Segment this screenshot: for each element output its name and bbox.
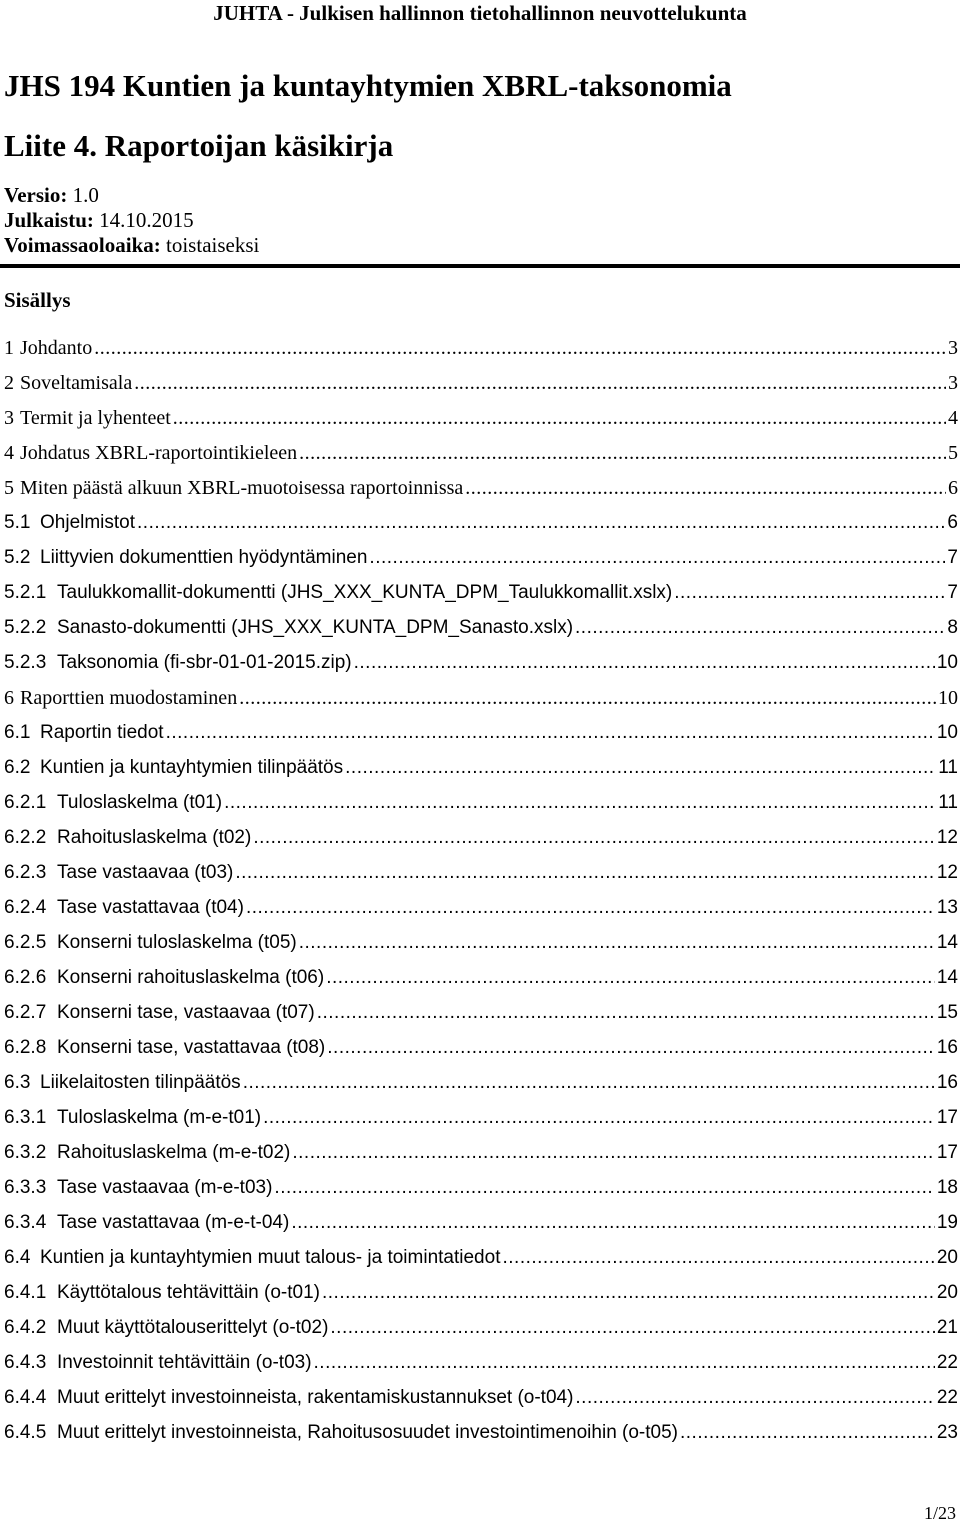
toc-entry-number: 6.4.4 bbox=[4, 1387, 47, 1408]
toc-leader-dots bbox=[330, 1316, 934, 1340]
toc-leader-dots bbox=[235, 861, 934, 885]
meta-label: Voimassaoloaika: bbox=[4, 233, 161, 257]
toc-entry-title: Soveltamisala bbox=[20, 372, 133, 394]
toc-entry-number: 2 bbox=[4, 372, 14, 394]
toc-entry-number: 6.3.2 bbox=[4, 1142, 47, 1163]
toc-entry-page: 16 bbox=[936, 1072, 958, 1093]
toc-leader-dots bbox=[680, 1421, 935, 1445]
toc-entry-title: Ohjelmistot bbox=[40, 512, 136, 533]
toc-leader-dots bbox=[322, 1281, 935, 1305]
toc-leader-dots bbox=[299, 441, 946, 465]
toc-entry-number: 6.4.2 bbox=[4, 1317, 47, 1338]
toc-entry[interactable] bbox=[4, 966, 958, 1001]
table-of-contents bbox=[4, 336, 958, 1456]
toc-entry-page: 21 bbox=[936, 1317, 958, 1338]
toc-leader-dots bbox=[224, 791, 936, 815]
toc-entry-title: Tase vastattavaa (t04) bbox=[57, 897, 244, 918]
toc-leader-dots bbox=[354, 651, 935, 675]
toc-entry-number: 6.4.3 bbox=[4, 1352, 47, 1373]
toc-entry-title: Tuloslaskelma (m-e-t01) bbox=[57, 1107, 262, 1128]
toc-entry-page: 19 bbox=[936, 1212, 958, 1233]
toc-entry[interactable] bbox=[4, 686, 958, 721]
toc-entry-page: 20 bbox=[936, 1282, 958, 1303]
toc-leader-dots bbox=[317, 1001, 935, 1025]
toc-entry-page: 3 bbox=[948, 337, 958, 359]
toc-entry-title: Taulukkomallit-dokumentti (JHS_XXX_KUNTA_DPM_Taulukkomallit.xslx) bbox=[57, 582, 673, 603]
toc-entry-page: 7 bbox=[947, 547, 958, 568]
toc-entry-page: 12 bbox=[936, 827, 958, 848]
toc-leader-dots bbox=[291, 1211, 935, 1235]
toc-entry-title: Raporttien muodostaminen bbox=[20, 687, 238, 709]
toc-entry[interactable] bbox=[4, 931, 958, 966]
toc-entry[interactable] bbox=[4, 1211, 958, 1246]
toc-entry-title: Tase vastaavaa (t03) bbox=[57, 862, 234, 883]
toc-entry-number: 6.4 bbox=[4, 1247, 31, 1268]
toc-entry-page: 17 bbox=[936, 1107, 958, 1128]
toc-entry-title: Muut käyttötalouserittelyt (o-t02) bbox=[57, 1317, 329, 1338]
toc-entry[interactable] bbox=[4, 476, 958, 511]
toc-entry[interactable] bbox=[4, 1316, 958, 1351]
toc-entry-number: 4 bbox=[4, 442, 14, 464]
toc-entry-title: Konserni rahoituslaskelma (t06) bbox=[57, 967, 325, 988]
toc-entry-number: 6.3.4 bbox=[4, 1212, 47, 1233]
toc-entry-page: 13 bbox=[936, 897, 958, 918]
toc-leader-dots bbox=[575, 1386, 934, 1410]
toc-entry-title: Taksonomia (fi-sbr-01-01-2015.zip) bbox=[57, 652, 352, 673]
toc-entry[interactable] bbox=[4, 1071, 958, 1106]
toc-entry-title: Konserni tuloslaskelma (t05) bbox=[57, 932, 297, 953]
toc-leader-dots bbox=[292, 1141, 935, 1165]
toc-entry-title: Tase vastattavaa (m-e-t-04) bbox=[57, 1212, 290, 1233]
toc-entry-number: 6 bbox=[4, 687, 14, 709]
toc-entry-number: 6.2.4 bbox=[4, 897, 47, 918]
toc-entry-page: 18 bbox=[936, 1177, 958, 1198]
toc-leader-dots bbox=[166, 721, 935, 745]
toc-entry-page: 6 bbox=[948, 477, 958, 499]
toc-entry-page: 3 bbox=[948, 372, 958, 394]
toc-entry-number: 6.2.6 bbox=[4, 967, 47, 988]
toc-entry-title: Johdanto bbox=[20, 337, 93, 359]
toc-entry-number: 6.2.7 bbox=[4, 1002, 47, 1023]
toc-entry[interactable] bbox=[4, 1001, 958, 1036]
toc-leader-dots bbox=[314, 1351, 935, 1375]
toc-leader-dots bbox=[274, 1176, 934, 1200]
meta-label: Julkaistu: bbox=[4, 208, 94, 232]
toc-entry-page: 12 bbox=[936, 862, 958, 883]
toc-entry-number: 6.2 bbox=[4, 757, 31, 778]
toc-entry-page: 14 bbox=[936, 967, 958, 988]
toc-entry-number: 6.2.5 bbox=[4, 932, 47, 953]
toc-leader-dots bbox=[173, 406, 946, 430]
toc-entry[interactable] bbox=[4, 546, 958, 581]
toc-entry-number: 5.2.1 bbox=[4, 582, 47, 603]
toc-entry[interactable] bbox=[4, 441, 958, 476]
toc-entry-number: 5.1 bbox=[4, 512, 31, 533]
toc-entry-number: 3 bbox=[4, 407, 14, 429]
toc-leader-dots bbox=[299, 931, 935, 955]
toc-entry-number: 6.4.1 bbox=[4, 1282, 47, 1303]
toc-entry-page: 16 bbox=[936, 1037, 958, 1058]
document-subtitle: Liite 4. Raportoijan käsikirja bbox=[4, 128, 394, 163]
toc-entry-title: Rahoituslaskelma (t02) bbox=[57, 827, 252, 848]
horizontal-divider bbox=[0, 264, 960, 268]
toc-entry[interactable] bbox=[4, 861, 958, 896]
toc-leader-dots bbox=[575, 616, 945, 640]
toc-entry[interactable] bbox=[4, 651, 958, 686]
toc-entry-title: Investoinnit tehtävittäin (o-t03) bbox=[57, 1352, 312, 1373]
toc-entry-title: Kuntien ja kuntayhtymien tilinpäätös bbox=[40, 757, 344, 778]
toc-entry[interactable] bbox=[4, 511, 958, 546]
meta-published bbox=[4, 208, 259, 233]
toc-entry-number: 6.1 bbox=[4, 722, 31, 743]
toc-entry-page: 7 bbox=[947, 582, 958, 603]
toc-entry-page: 8 bbox=[947, 617, 958, 638]
toc-entry-title: Raportin tiedot bbox=[40, 722, 164, 743]
toc-leader-dots bbox=[253, 826, 935, 850]
toc-entry-title: Konserni tase, vastaavaa (t07) bbox=[57, 1002, 315, 1023]
toc-entry-page: 6 bbox=[947, 512, 958, 533]
toc-leader-dots bbox=[239, 686, 936, 710]
toc-entry-number: 6.2.3 bbox=[4, 862, 47, 883]
toc-entry-title: Kuntien ja kuntayhtymien muut talous- ja toimintatiedot bbox=[40, 1247, 501, 1268]
toc-entry-title: Liikelaitosten tilinpäätös bbox=[40, 1072, 241, 1093]
toc-entry[interactable] bbox=[4, 371, 958, 406]
toc-entry-title: Muut erittelyt investoinneista, Rahoitusosuudet investointimenoihin (o-t05) bbox=[57, 1422, 678, 1443]
toc-entry-number: 6.2.2 bbox=[4, 827, 47, 848]
toc-leader-dots bbox=[243, 1071, 935, 1095]
toc-leader-dots bbox=[465, 476, 946, 500]
meta-value: 1.0 bbox=[72, 183, 99, 207]
meta-version bbox=[4, 183, 259, 208]
toc-entry-number: 6.3 bbox=[4, 1072, 31, 1093]
toc-heading: Sisällys bbox=[4, 288, 71, 312]
toc-entry-title: Sanasto-dokumentti (JHS_XXX_KUNTA_DPM_Sanasto.xslx) bbox=[57, 617, 574, 638]
toc-leader-dots bbox=[369, 546, 945, 570]
toc-entry[interactable] bbox=[4, 1106, 958, 1141]
toc-leader-dots bbox=[94, 336, 946, 360]
toc-entry[interactable] bbox=[4, 336, 958, 371]
toc-entry-page: 11 bbox=[938, 757, 958, 778]
toc-leader-dots bbox=[674, 581, 945, 605]
toc-entry-number: 6.2.1 bbox=[4, 792, 47, 813]
toc-entry[interactable] bbox=[4, 1281, 958, 1316]
toc-entry[interactable] bbox=[4, 826, 958, 861]
toc-entry-title: Muut erittelyt investoinneista, rakentamiskustannukset (o-t04) bbox=[57, 1387, 574, 1408]
toc-entry-number: 6.3.3 bbox=[4, 1177, 47, 1198]
toc-entry[interactable] bbox=[4, 616, 958, 651]
toc-entry[interactable] bbox=[4, 406, 958, 441]
toc-entry[interactable] bbox=[4, 791, 958, 826]
meta-validity bbox=[4, 233, 259, 258]
organization-header: JUHTA - Julkisen hallinnon tietohallinnon neuvottelukunta bbox=[213, 1, 747, 25]
toc-entry-page: 23 bbox=[936, 1422, 958, 1443]
meta-value: toistaiseksi bbox=[166, 233, 260, 257]
toc-entry-number: 6.4.5 bbox=[4, 1422, 47, 1443]
toc-entry-title: Miten päästä alkuun XBRL-muotoisessa raportoinnissa bbox=[20, 477, 464, 499]
toc-entry-page: 14 bbox=[936, 932, 958, 953]
toc-entry[interactable] bbox=[4, 756, 958, 791]
toc-entry-page: 20 bbox=[936, 1247, 958, 1268]
toc-leader-dots bbox=[327, 1036, 935, 1060]
toc-entry-page: 17 bbox=[936, 1142, 958, 1163]
toc-entry-number: 5.2.3 bbox=[4, 652, 47, 673]
toc-entry-title: Liittyvien dokumenttien hyödyntäminen bbox=[40, 547, 368, 568]
toc-entry-number: 1 bbox=[4, 337, 14, 359]
toc-entry-title: Rahoituslaskelma (m-e-t02) bbox=[57, 1142, 291, 1163]
toc-leader-dots bbox=[326, 966, 935, 990]
toc-entry[interactable] bbox=[4, 1246, 958, 1281]
toc-entry-number: 6.3.1 bbox=[4, 1107, 47, 1128]
toc-entry-number: 5 bbox=[4, 477, 14, 499]
toc-entry[interactable] bbox=[4, 1176, 958, 1211]
toc-entry-title: Konserni tase, vastattavaa (t08) bbox=[57, 1037, 326, 1058]
toc-entry-page: 4 bbox=[948, 407, 958, 429]
toc-entry[interactable] bbox=[4, 1351, 958, 1386]
toc-entry-page: 11 bbox=[938, 792, 958, 813]
toc-entry-title: Termit ja lyhenteet bbox=[20, 407, 171, 429]
toc-leader-dots bbox=[263, 1106, 935, 1130]
page-number: 1/23 bbox=[923, 1503, 956, 1523]
toc-entry-page: 10 bbox=[938, 687, 958, 709]
toc-entry[interactable] bbox=[4, 1036, 958, 1071]
toc-entry-page: 15 bbox=[936, 1002, 958, 1023]
toc-entry-page: 22 bbox=[936, 1387, 958, 1408]
toc-entry[interactable] bbox=[4, 1421, 958, 1456]
toc-entry[interactable] bbox=[4, 581, 958, 616]
toc-leader-dots bbox=[134, 371, 946, 395]
toc-entry-number: 5.2.2 bbox=[4, 617, 47, 638]
document-title: JHS 194 Kuntien ja kuntayhtymien XBRL-taksonomia bbox=[4, 68, 732, 103]
document-metadata bbox=[4, 183, 259, 258]
toc-leader-dots bbox=[137, 511, 945, 535]
toc-entry-title: Käyttötalous tehtävittäin (o-t01) bbox=[57, 1282, 320, 1303]
toc-entry-number: 6.2.8 bbox=[4, 1037, 47, 1058]
meta-label: Versio: bbox=[4, 183, 68, 207]
toc-leader-dots bbox=[345, 756, 936, 780]
toc-entry-title: Tase vastaavaa (m-e-t03) bbox=[57, 1177, 273, 1198]
toc-entry-page: 10 bbox=[936, 722, 958, 743]
toc-entry[interactable] bbox=[4, 896, 958, 931]
toc-entry[interactable] bbox=[4, 721, 958, 756]
toc-entry-page: 5 bbox=[948, 442, 958, 464]
toc-entry[interactable] bbox=[4, 1386, 958, 1421]
toc-entry-number: 5.2 bbox=[4, 547, 31, 568]
meta-value: 14.10.2015 bbox=[99, 208, 194, 232]
toc-entry-page: 22 bbox=[936, 1352, 958, 1373]
toc-leader-dots bbox=[246, 896, 935, 920]
toc-entry-page: 10 bbox=[936, 652, 958, 673]
toc-entry[interactable] bbox=[4, 1141, 958, 1176]
toc-leader-dots bbox=[502, 1246, 934, 1270]
toc-entry-title: Tuloslaskelma (t01) bbox=[57, 792, 223, 813]
toc-entry-title: Johdatus XBRL-raportointikieleen bbox=[20, 442, 298, 464]
